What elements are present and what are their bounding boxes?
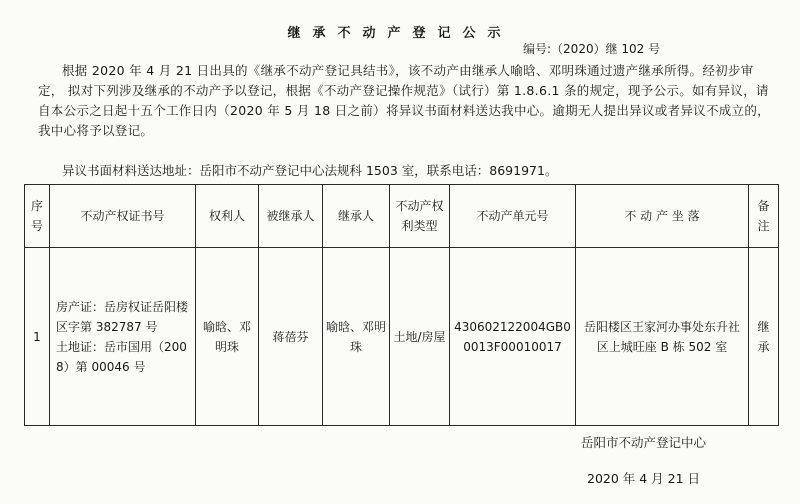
header-cert: 不动产权证书号 <box>50 185 196 248</box>
table-row <box>25 248 779 426</box>
cell-remark: 继承 <box>749 248 779 426</box>
cell-cert <box>50 248 196 426</box>
cell-right-type: 土地/房屋 <box>390 248 450 426</box>
issue-date: 2020 年 4 月 21 日 <box>587 471 701 486</box>
cell-location: 岳阳楼区王家河办事处东升社区上城旺座 B 栋 502 室 <box>576 248 749 426</box>
notice-paragraph: 根据 2020 年 4 月 21 日出具的《继承不动产登记具结书》，该不动产由继承人喻晗、邓明珠通过遗产继承所得。经初步审定， 拟对下列涉及继承的不动产予以登记，根据《不动产登记操作规范》（试行）第 1.8.6.1 条的规定，现予公示。如有异议，请自本公示之日起十五个工作日内（2020 年 5 月 18 日之前）将异议书面材料送达我中心。逾期无人提出异议或者异议不成立的，我中心将予以登记。 <box>38 63 770 138</box>
cell-unit-no: 430602122004GB00013F00010017 <box>450 248 576 426</box>
objection-address: 异议书面材料送达地址：岳阳市不动产登记中心法规科 1503 室，联系电话：8691971。 <box>62 163 558 178</box>
header-location: 不 动 产 坐 落 <box>576 185 749 248</box>
cell-heir: 喻晗、邓明珠 <box>323 248 390 426</box>
header-decedent: 被继承人 <box>259 185 323 248</box>
cell-decedent: 蒋蓓芬 <box>259 248 323 426</box>
cert-land: 土地证：岳市国用（2008）第 00046 号 <box>56 339 187 374</box>
cert-house: 房产证：岳房权证岳阳楼区字第 382787 号 <box>56 299 189 334</box>
document-number: 编号:（2020）继 102 号 <box>523 42 661 56</box>
cell-owner: 喻晗、邓明珠 <box>196 248 259 426</box>
issuer-signature: 岳阳市不动产登记中心 <box>581 435 707 450</box>
table-header-row <box>25 185 779 248</box>
header-owner: 权利人 <box>196 185 259 248</box>
header-heir: 继承人 <box>323 185 390 248</box>
page-title: 继承不动产登记公示 <box>287 26 513 41</box>
header-unit-no: 不动产单元号 <box>450 185 576 248</box>
header-right-type: 不动产权利类型 <box>390 185 450 248</box>
property-table <box>24 184 779 426</box>
header-remark: 备注 <box>749 185 779 248</box>
header-seq: 序号 <box>25 185 50 248</box>
cell-seq: 1 <box>25 248 50 426</box>
